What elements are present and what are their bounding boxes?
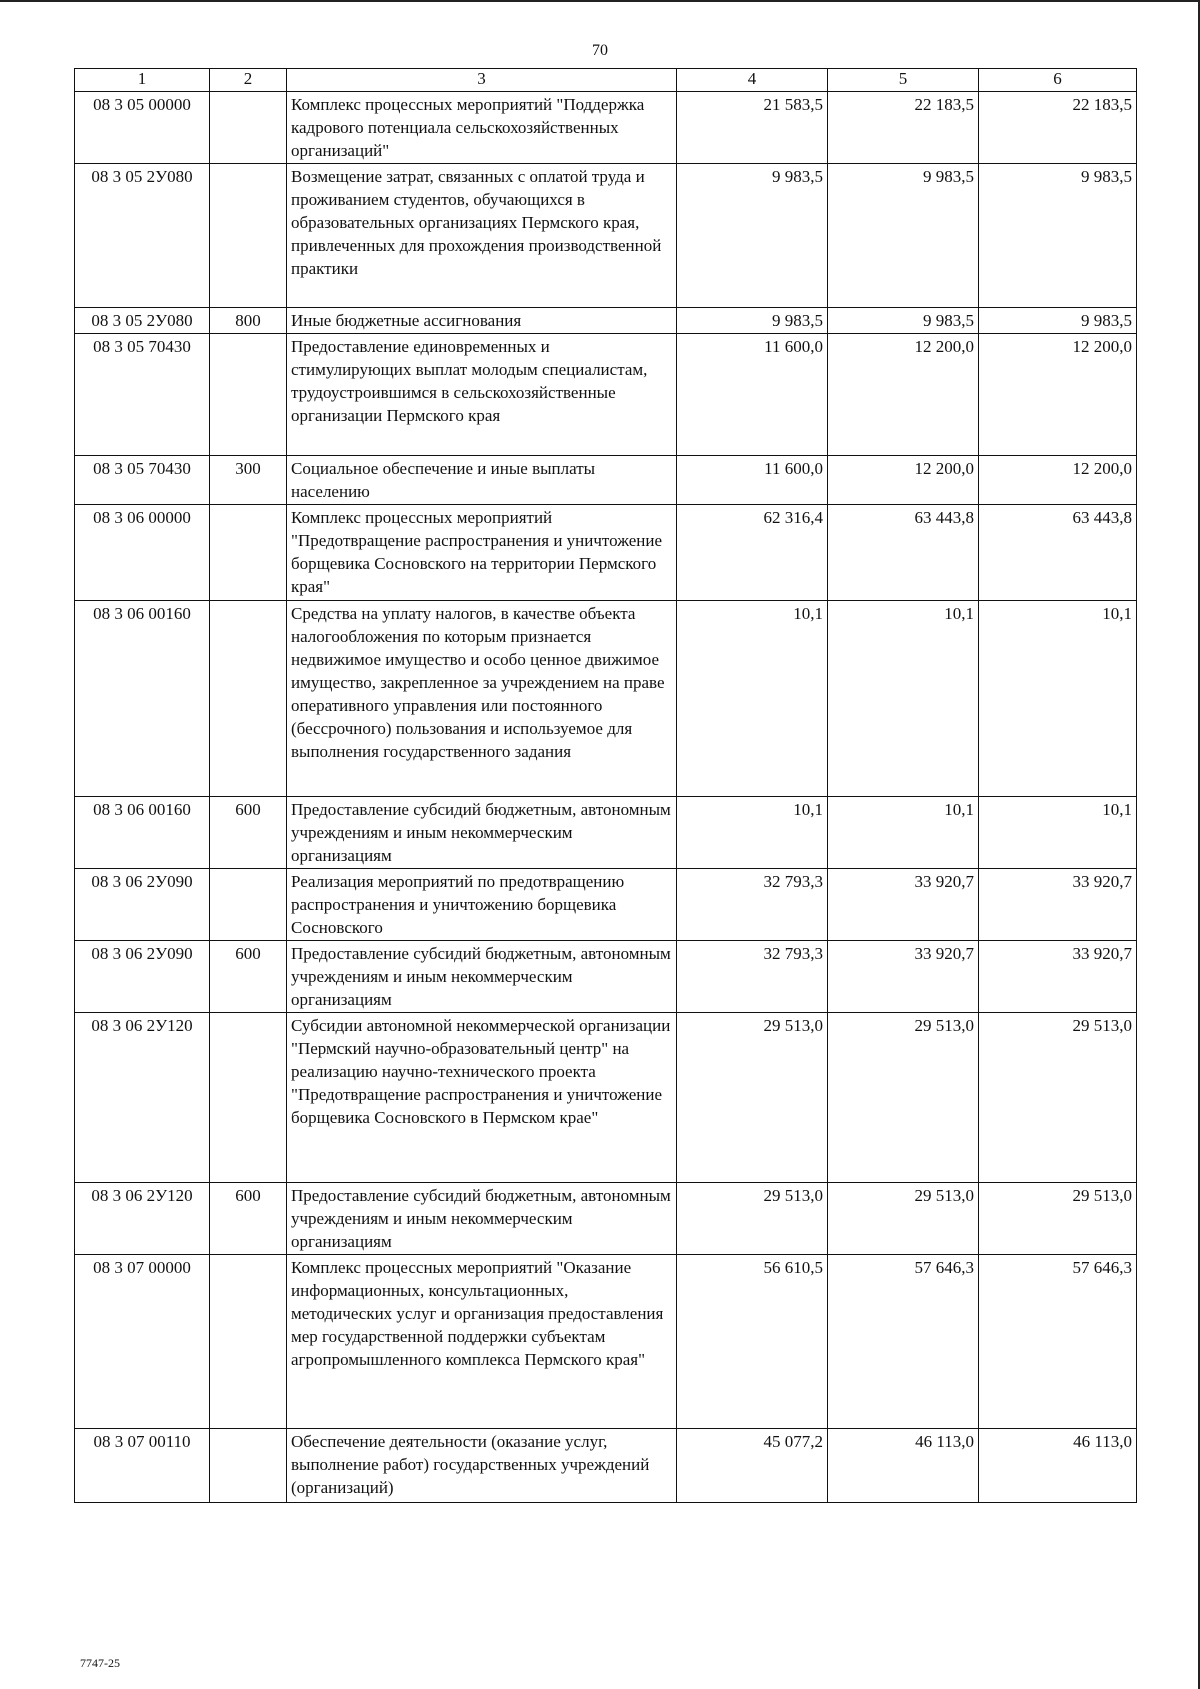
budget-table <box>74 68 1137 1503</box>
amount-col6-cell: 46 113,0 <box>979 1429 1137 1503</box>
amount-col6-cell: 29 513,0 <box>979 1013 1137 1183</box>
expense-type-cell <box>210 1255 287 1429</box>
table-row <box>75 164 1137 308</box>
item-name-cell: Иные бюджетные ассигнования <box>287 308 677 334</box>
table-row <box>75 1183 1137 1255</box>
item-name-cell: Комплекс процессных мероприятий "Оказание информационных, консультационных, методических услуг и организация предоставления мер государственной поддержки субъектам агропромышленного комплекса Пермского края" <box>287 1255 677 1429</box>
table-row <box>75 1013 1137 1183</box>
budget-code-cell: 08 3 05 00000 <box>75 92 210 164</box>
amount-col4-cell: 56 610,5 <box>677 1255 828 1429</box>
budget-code-cell: 08 3 07 00000 <box>75 1255 210 1429</box>
amount-col4-cell: 29 513,0 <box>677 1183 828 1255</box>
amount-col5-cell: 63 443,8 <box>828 505 979 601</box>
table-row <box>75 505 1137 601</box>
table-row <box>75 334 1137 456</box>
table-row <box>75 456 1137 505</box>
expense-type-cell <box>210 869 287 941</box>
amount-col4-cell: 10,1 <box>677 601 828 797</box>
item-name-cell: Реализация мероприятий по предотвращению распространения и уничтожению борщевика Сосновского <box>287 869 677 941</box>
item-name-cell: Обеспечение деятельности (оказание услуг, выполнение работ) государственных учреждений (организаций) <box>287 1429 677 1503</box>
expense-type-cell <box>210 601 287 797</box>
amount-col5-cell: 9 983,5 <box>828 164 979 308</box>
amount-col6-cell: 29 513,0 <box>979 1183 1137 1255</box>
item-name-cell: Предоставление субсидий бюджетным, автономным учреждениям и иным некоммерческим организациям <box>287 1183 677 1255</box>
amount-col6-cell: 22 183,5 <box>979 92 1137 164</box>
amount-col5-cell: 10,1 <box>828 601 979 797</box>
amount-col5-cell: 22 183,5 <box>828 92 979 164</box>
budget-code-cell: 08 3 05 2У080 <box>75 308 210 334</box>
table-header-row <box>75 69 1137 92</box>
expense-type-cell <box>210 1429 287 1503</box>
amount-col4-cell: 9 983,5 <box>677 164 828 308</box>
expense-type-cell: 600 <box>210 1183 287 1255</box>
amount-col4-cell: 32 793,3 <box>677 869 828 941</box>
budget-code-cell: 08 3 06 00160 <box>75 797 210 869</box>
amount-col4-cell: 10,1 <box>677 797 828 869</box>
amount-col6-cell: 63 443,8 <box>979 505 1137 601</box>
expense-type-cell: 600 <box>210 941 287 1013</box>
amount-col5-cell: 9 983,5 <box>828 308 979 334</box>
page-number: 70 <box>592 42 608 59</box>
item-name-cell: Предоставление единовременных и стимулирующих выплат молодым специалистам, трудоустроившимся в сельскохозяйственные организации Пермского края <box>287 334 677 456</box>
item-name-cell: Возмещение затрат, связанных с оплатой труда и проживанием студентов, обучающихся в образовательных организациях Пермского края, привлеченных для прохождения производственной практики <box>287 164 677 308</box>
item-name-cell: Социальное обеспечение и иные выплаты населению <box>287 456 677 505</box>
item-name-cell: Субсидии автономной некоммерческой организации "Пермский научно-образовательный центр" на реализацию научно-технического проекта "Предотвращение распространения и уничтожение борщевика Сосновского в Пермском крае" <box>287 1013 677 1183</box>
amount-col5-cell: 29 513,0 <box>828 1183 979 1255</box>
amount-col6-cell: 9 983,5 <box>979 308 1137 334</box>
budget-code-cell: 08 3 05 70430 <box>75 456 210 505</box>
item-name-cell: Предоставление субсидий бюджетным, автономным учреждениям и иным некоммерческим организациям <box>287 797 677 869</box>
budget-code-cell: 08 3 06 2У120 <box>75 1183 210 1255</box>
expense-type-cell: 600 <box>210 797 287 869</box>
table-row <box>75 1429 1137 1503</box>
table-row <box>75 601 1137 797</box>
amount-col4-cell: 11 600,0 <box>677 456 828 505</box>
expense-type-cell <box>210 505 287 601</box>
expense-type-cell: 300 <box>210 456 287 505</box>
amount-col5-cell: 33 920,7 <box>828 941 979 1013</box>
item-name-cell: Комплекс процессных мероприятий "Поддержка кадрового потенциала сельскохозяйственных организаций" <box>287 92 677 164</box>
amount-col6-cell: 33 920,7 <box>979 869 1137 941</box>
item-name-cell: Средства на уплату налогов, в качестве объекта налогообложения по которым признается недвижимое имущество и особо ценное движимое имущество, закрепленное за учреждением на праве оперативного управления или постоянного (бессрочного) пользования и используемое для выполнения государственного задания <box>287 601 677 797</box>
budget-code-cell: 08 3 06 00000 <box>75 505 210 601</box>
budget-code-cell: 08 3 05 2У080 <box>75 164 210 308</box>
expense-type-cell: 800 <box>210 308 287 334</box>
amount-col4-cell: 11 600,0 <box>677 334 828 456</box>
item-name-cell: Предоставление субсидий бюджетным, автономным учреждениям и иным некоммерческим организациям <box>287 941 677 1013</box>
amount-col4-cell: 32 793,3 <box>677 941 828 1013</box>
amount-col5-cell: 12 200,0 <box>828 456 979 505</box>
budget-code-cell: 08 3 06 00160 <box>75 601 210 797</box>
table-row <box>75 941 1137 1013</box>
amount-col5-cell: 29 513,0 <box>828 1013 979 1183</box>
budget-code-cell: 08 3 06 2У090 <box>75 941 210 1013</box>
amount-col6-cell: 33 920,7 <box>979 941 1137 1013</box>
expense-type-cell <box>210 164 287 308</box>
expense-type-cell <box>210 334 287 456</box>
expense-type-cell <box>210 92 287 164</box>
table-row <box>75 308 1137 334</box>
budget-code-cell: 08 3 06 2У120 <box>75 1013 210 1183</box>
amount-col4-cell: 9 983,5 <box>677 308 828 334</box>
amount-col6-cell: 9 983,5 <box>979 164 1137 308</box>
amount-col5-cell: 46 113,0 <box>828 1429 979 1503</box>
amount-col6-cell: 12 200,0 <box>979 334 1137 456</box>
table-row <box>75 1255 1137 1429</box>
document-id: 7747-25 <box>80 1656 120 1670</box>
amount-col5-cell: 12 200,0 <box>828 334 979 456</box>
amount-col5-cell: 10,1 <box>828 797 979 869</box>
amount-col4-cell: 29 513,0 <box>677 1013 828 1183</box>
column-header: 6 <box>979 69 1137 92</box>
budget-code-cell: 08 3 07 00110 <box>75 1429 210 1503</box>
column-header: 2 <box>210 69 287 92</box>
amount-col4-cell: 62 316,4 <box>677 505 828 601</box>
column-header: 3 <box>287 69 677 92</box>
column-header: 5 <box>828 69 979 92</box>
column-header: 1 <box>75 69 210 92</box>
amount-col6-cell: 12 200,0 <box>979 456 1137 505</box>
budget-code-cell: 08 3 06 2У090 <box>75 869 210 941</box>
amount-col4-cell: 45 077,2 <box>677 1429 828 1503</box>
amount-col5-cell: 57 646,3 <box>828 1255 979 1429</box>
amount-col5-cell: 33 920,7 <box>828 869 979 941</box>
table-row <box>75 92 1137 164</box>
table-row <box>75 797 1137 869</box>
scan-edge-top <box>0 0 1200 2</box>
amount-col6-cell: 10,1 <box>979 601 1137 797</box>
item-name-cell: Комплекс процессных мероприятий "Предотвращение распространения и уничтожение борщевика Сосновского на территории Пермского края" <box>287 505 677 601</box>
expense-type-cell <box>210 1013 287 1183</box>
amount-col4-cell: 21 583,5 <box>677 92 828 164</box>
amount-col6-cell: 57 646,3 <box>979 1255 1137 1429</box>
budget-code-cell: 08 3 05 70430 <box>75 334 210 456</box>
table-row <box>75 869 1137 941</box>
amount-col6-cell: 10,1 <box>979 797 1137 869</box>
column-header: 4 <box>677 69 828 92</box>
